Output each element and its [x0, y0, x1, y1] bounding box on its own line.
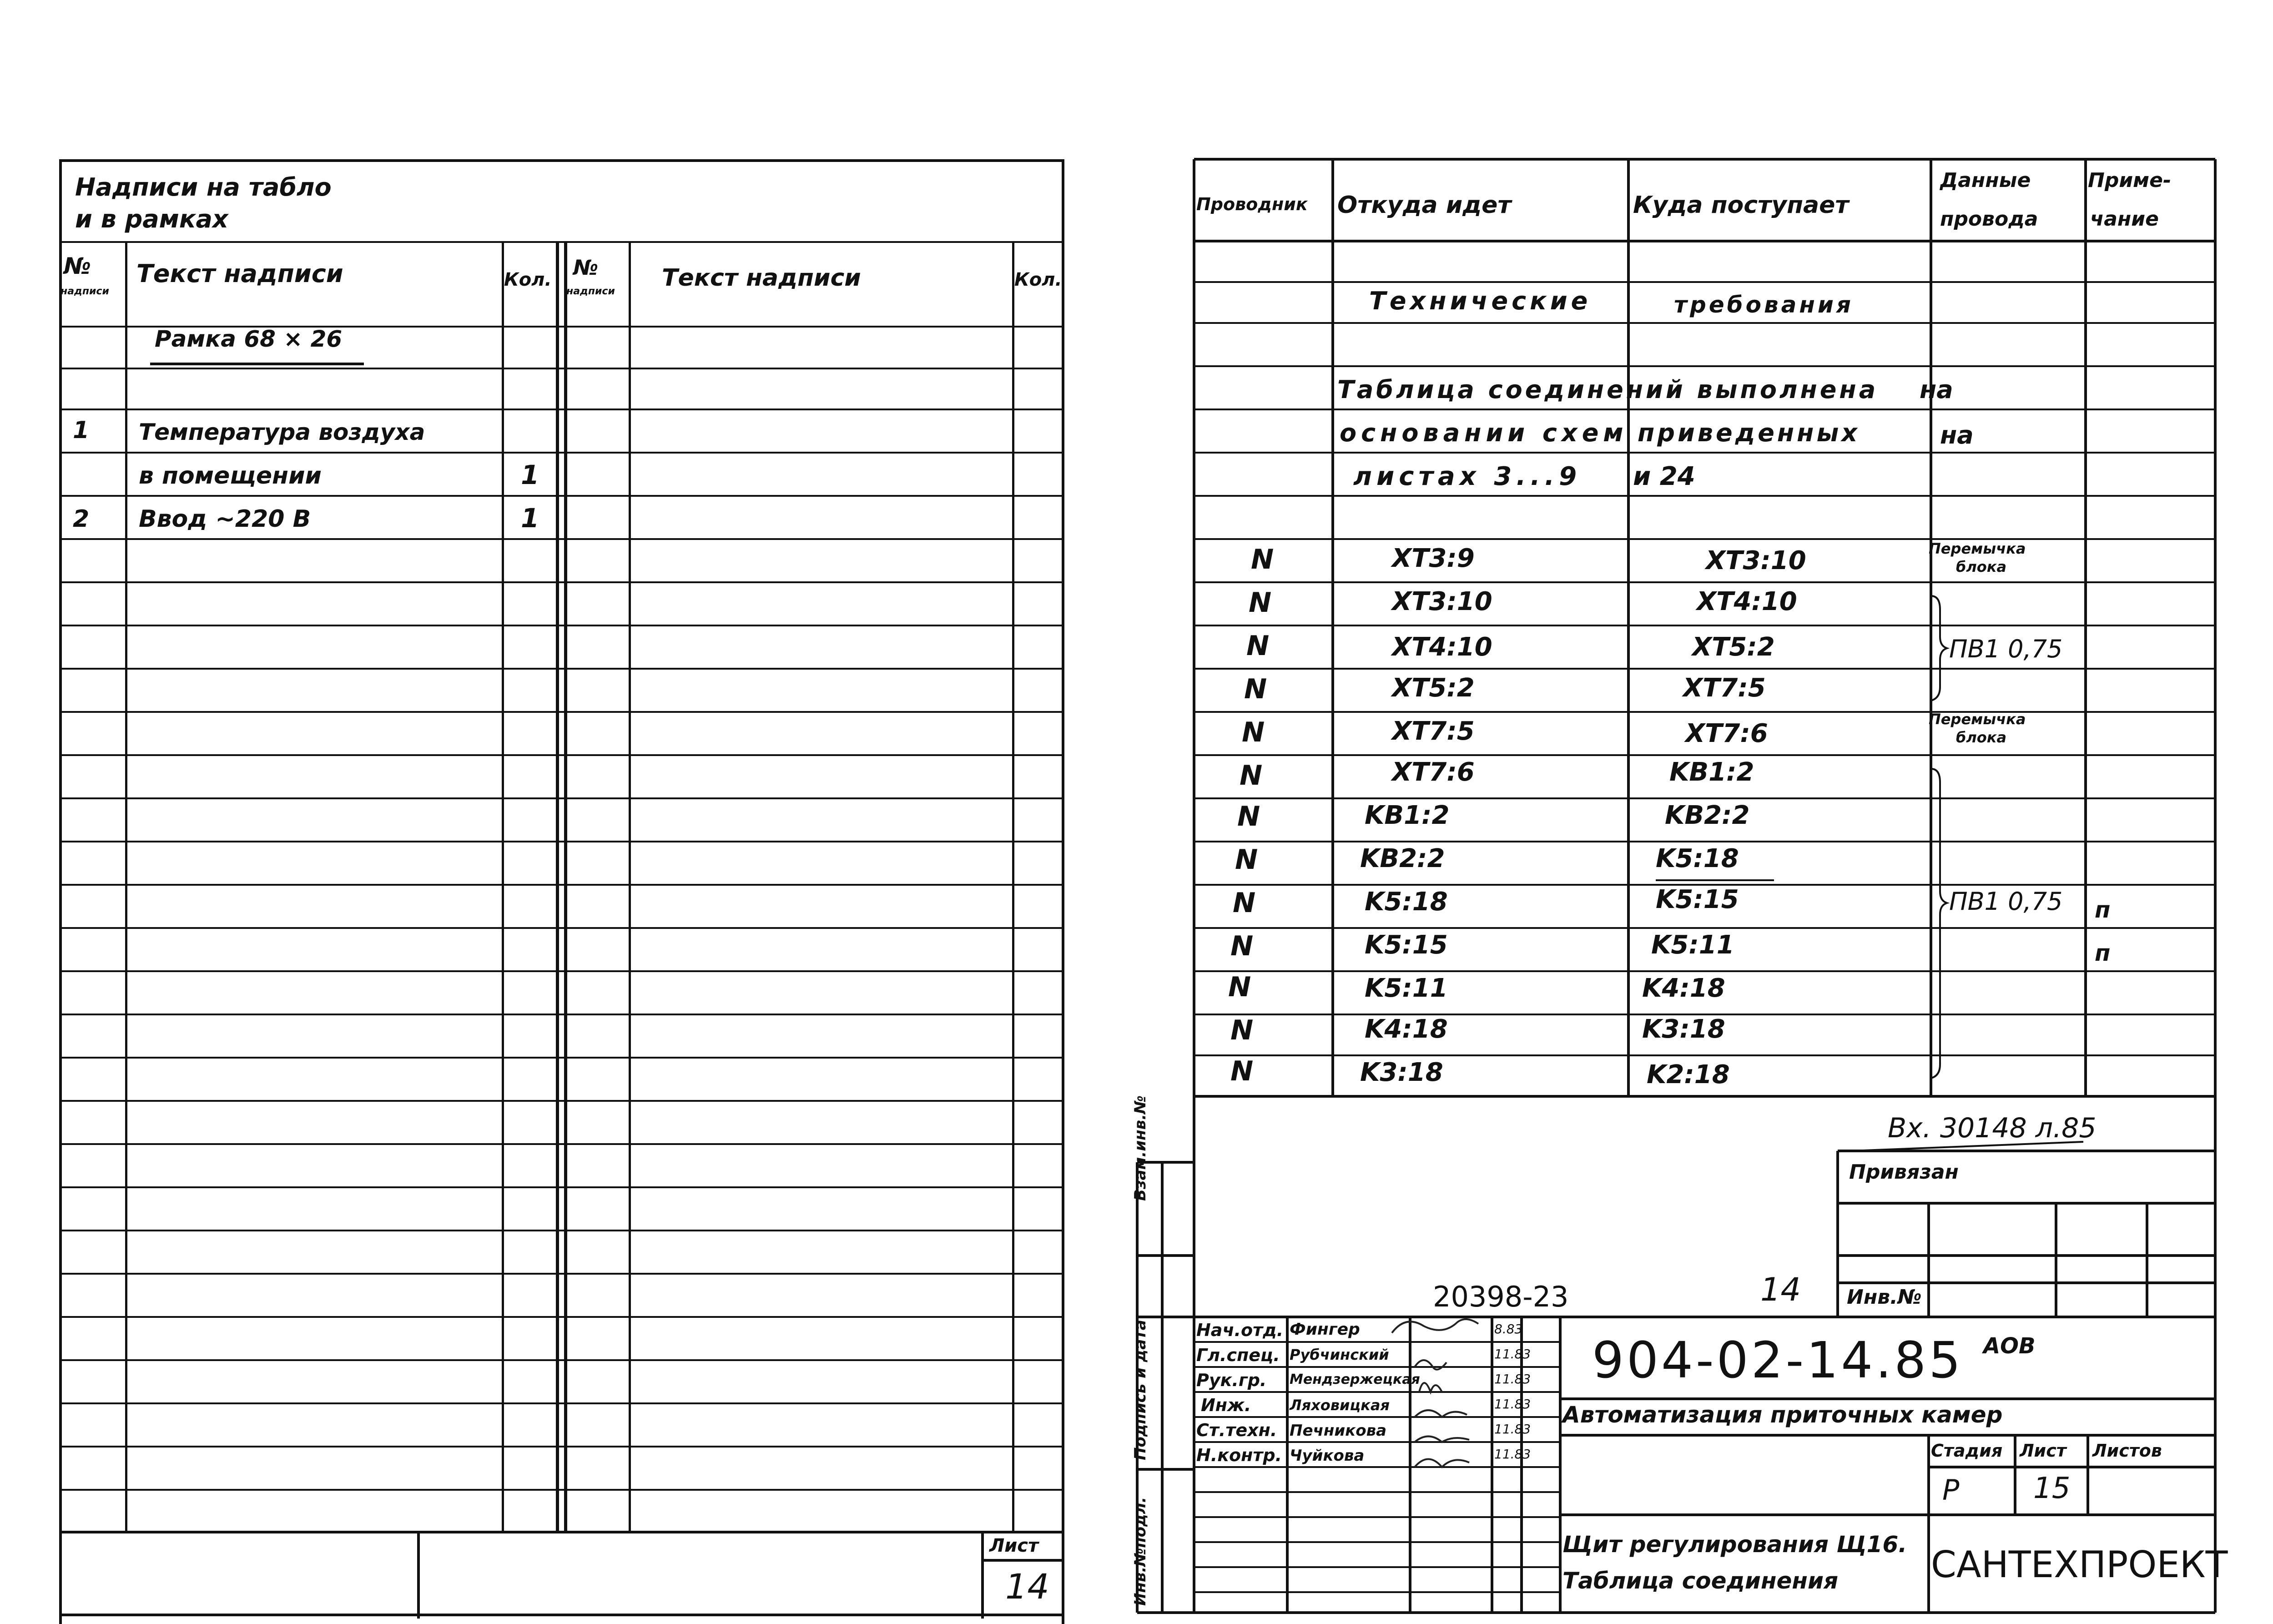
conn-wire: N	[1242, 716, 1265, 748]
conn-to: KB2:2	[1665, 801, 1750, 830]
conn-from: K3:18	[1360, 1058, 1443, 1087]
conn-wire: N	[1246, 630, 1270, 662]
role-name: Фингер	[1290, 1320, 1360, 1339]
wire-data-jumper-line1: Перемычка	[1929, 711, 2026, 728]
role-date: 8.83	[1494, 1321, 1523, 1337]
conn-wire: N	[1251, 544, 1274, 575]
conn-wire: N	[1240, 760, 1263, 792]
wire-data-jumper-line2: блока	[1956, 558, 2007, 575]
left-row-text: Рамка 68 × 26	[155, 326, 343, 352]
conn-to: XT4:10	[1697, 587, 1797, 616]
conn-wire: N	[1228, 971, 1251, 1003]
tech-note-line3b: и 24	[1633, 462, 1695, 491]
conn-from: XT4:10	[1392, 632, 1492, 662]
left-row-num: 2	[73, 505, 90, 533]
role-label: Ст.техн.	[1196, 1420, 1277, 1440]
tech-note-line3a: листах 3...9	[1353, 462, 1582, 491]
right-half-header-num-sub: надписи	[566, 286, 615, 297]
role-name: Чуйкова	[1290, 1447, 1365, 1465]
left-row-text: Ввод ~220 В	[139, 505, 311, 533]
right-half-header-qty: Кол.	[1014, 269, 1062, 290]
conn-wire: N	[1230, 930, 1254, 962]
role-label: Гл.спец.	[1196, 1345, 1280, 1365]
left-title-line2: и в рамках	[75, 205, 228, 233]
left-row-num: 1	[73, 417, 90, 444]
sheet-label: Лист	[2020, 1441, 2066, 1461]
sheet-title-line2: Таблица соединения	[1562, 1568, 1839, 1594]
role-date: 11.83	[1494, 1347, 1531, 1362]
conn-to: K2:18	[1647, 1060, 1730, 1089]
left-row-text: Температура воздуха	[139, 419, 425, 445]
header-data-line1: Данные	[1940, 169, 2031, 192]
conn-from: XT3:10	[1392, 587, 1492, 616]
left-row-qty: 1	[521, 503, 539, 534]
left-header-num-sub: надписи	[60, 286, 109, 297]
role-name: Печникова	[1290, 1422, 1387, 1440]
note-p: п	[2095, 940, 2111, 966]
conn-wire: N	[1249, 587, 1272, 619]
project-title: Автоматизация приточных камер	[1562, 1402, 2003, 1428]
conn-to: XT3:10	[1706, 546, 1806, 575]
conn-from: K4:18	[1365, 1014, 1448, 1044]
tech-note-line2b: приведенных	[1638, 419, 1860, 447]
wire-data-pv1: ПВ1 0,75	[1949, 635, 2063, 663]
conn-from: K5:11	[1365, 973, 1448, 1003]
conn-wire: N	[1237, 801, 1260, 832]
conn-from: K5:15	[1365, 930, 1448, 960]
wire-data-pv1: ПВ1 0,75	[1949, 887, 2063, 916]
conn-to: KB1:2	[1669, 757, 1754, 787]
right-half-header-text: Текст надписи	[662, 264, 861, 292]
stage-label: Стадия	[1931, 1441, 2003, 1461]
inv-label: Инв.№	[1847, 1286, 1922, 1309]
conn-from: KB2:2	[1360, 844, 1445, 873]
conn-to: K3:18	[1642, 1014, 1725, 1044]
left-sheet-number: 14	[1005, 1566, 1049, 1607]
conn-from: KB1:2	[1365, 801, 1450, 830]
role-name: Рубчинский	[1290, 1346, 1389, 1363]
role-date: 11.83	[1494, 1372, 1531, 1387]
left-sheet-label: Лист	[989, 1535, 1039, 1556]
conn-wire: N	[1233, 887, 1256, 919]
role-date: 11.83	[1494, 1447, 1531, 1462]
side-label: Взам.инв.№	[1131, 1095, 1149, 1201]
conn-from: XT7:6	[1392, 757, 1475, 787]
role-name: Ляховицкая	[1290, 1397, 1390, 1414]
conn-to: XT5:2	[1692, 632, 1775, 662]
conn-to: K5:18	[1656, 844, 1739, 873]
conn-to: K5:15	[1656, 885, 1739, 914]
page-mark: 14	[1760, 1271, 1801, 1308]
sheet-value: 15	[2033, 1472, 2071, 1505]
conn-wire: N	[1235, 844, 1258, 876]
sheet-title-line1: Щит регулирования Щ16.	[1562, 1531, 1907, 1558]
left-header-qty: Кол.	[504, 269, 552, 290]
organization: САНТЕХПРОЕКТ	[1931, 1543, 2228, 1586]
conn-from: XT5:2	[1392, 673, 1475, 703]
wire-data-jumper-line2: блока	[1956, 729, 2007, 746]
stage-value: Р	[1942, 1473, 1960, 1507]
incoming-stamp: Вх. 30148 л.85	[1888, 1112, 2097, 1144]
role-label: Инж.	[1201, 1395, 1251, 1415]
tech-title-word2: требования	[1674, 292, 1854, 318]
conn-wire: N	[1230, 1014, 1254, 1046]
header-wire: Проводник	[1196, 194, 1308, 214]
right-half-header-num: №	[573, 255, 599, 280]
sheets-label: Листов	[2092, 1441, 2162, 1461]
conn-to: K5:11	[1651, 930, 1734, 960]
side-label: Подпись и дата	[1131, 1320, 1149, 1460]
left-row-qty: 1	[521, 459, 539, 490]
role-name: Мендзержецкая	[1290, 1372, 1420, 1387]
archive-number: 20398-23	[1433, 1280, 1569, 1313]
header-note-line2: чание	[2090, 207, 2159, 231]
tech-note-line1a: Таблица соединений выполнена	[1337, 375, 1879, 404]
conn-from: XT7:5	[1392, 716, 1475, 746]
role-date: 11.83	[1494, 1397, 1531, 1412]
header-data-line2: провода	[1940, 207, 2038, 231]
left-row-text: в помещении	[139, 462, 322, 489]
role-date: 11.83	[1494, 1422, 1531, 1437]
role-label: Н.контр.	[1196, 1445, 1282, 1465]
wire-data-jumper-line1: Перемычка	[1929, 540, 2026, 557]
document-suffix: АОВ	[1983, 1333, 2036, 1359]
role-label: Рук.гр.	[1196, 1370, 1267, 1390]
header-from: Откуда идет	[1337, 192, 1512, 219]
left-header-text: Текст надписи	[136, 259, 343, 288]
conn-to: XT7:6	[1685, 719, 1768, 748]
side-label: Инв.№подл.	[1131, 1497, 1149, 1606]
note-p: п	[2095, 897, 2111, 923]
bound-label: Привязан	[1849, 1160, 1959, 1184]
header-note-line1: Приме-	[2088, 169, 2172, 192]
tech-note-line2a: основании схем	[1340, 419, 1628, 447]
role-label: Нач.отд.	[1196, 1320, 1284, 1340]
header-to: Куда поступает	[1633, 192, 1849, 219]
conn-wire: N	[1230, 1055, 1254, 1087]
conn-wire: N	[1244, 673, 1267, 705]
left-title-line1: Надписи на табло	[75, 173, 332, 202]
document-code: 904-02-14.85	[1592, 1331, 1964, 1389]
tech-note-line1b: на	[1920, 375, 1953, 404]
conn-to: K4:18	[1642, 973, 1725, 1003]
tech-title-word1: Технические	[1369, 287, 1592, 315]
left-header-num: №	[64, 253, 91, 279]
conn-to: XT7:5	[1683, 673, 1766, 703]
conn-from: XT3:9	[1392, 544, 1475, 573]
conn-from: K5:18	[1365, 887, 1448, 917]
tech-note-line2c: на	[1940, 421, 1974, 449]
